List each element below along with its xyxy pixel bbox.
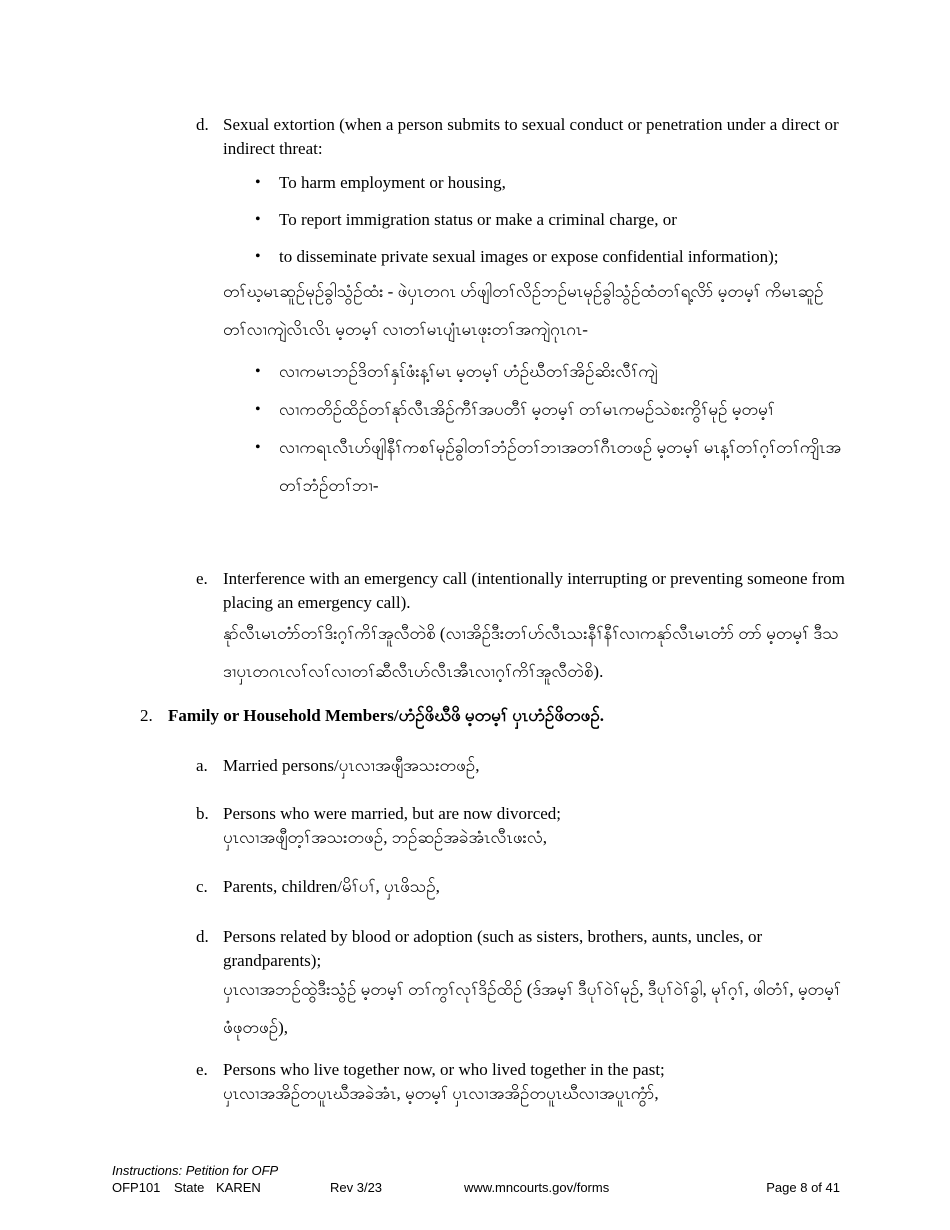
item-divorced [196, 802, 846, 850]
item-letter: a. [196, 756, 208, 775]
section-title: Family or Household Members/ဟံဉ်ဖိဃီဖိ မ့တမ့ၢ် ပှၤဟံဉ်ဖိတဖဉ်. [168, 706, 604, 725]
karen-translation: နုာ်လီၤမၤတံာ်တၢ်ဒိးဂ့ၢ်ကိၢ်အူလီတဲစိ (လၢအိဉ်ဒီးတၢ်ဟ်လီၤသးနီၢ်နီၢ်လၢကနုာ်လီၤမၤတံာ် တာ် မ့တမ့ၢ် ဒီသဒၢပှၤတဂၤလၢ်လၢ်လၢတၢ်ဆီလီၤဟ်လီၤအီၤလၢဂ့ၢ်ကိၢ်အူလီတဲစိ). [223, 624, 839, 681]
item-letter: c. [196, 877, 208, 896]
list-item: • To harm employment or housing, [255, 171, 846, 195]
karen-translation: တၢ်ဃ့မၤဆူဉ်မုဉ်ခွါသွံဉ်ထံး - ဖဲပှၤတဂၤ ဟ်ဖျါတၢ်လိဉ်ဘဉ်မၤမုဉ်ခွါသွံဉ်ထံတၢ်ရ့လိာ် မ့တမ့ၢ် ကိမၤဆူဉ်တၢ်လၢကျဲလိၤလိၤ မ့တမ့ၢ် လၢတၢ်မၤပျံၤမၤဖုးတၢ်အကျဲဂုၤဂၤ- [223, 282, 824, 339]
item-married [196, 754, 846, 778]
list-item: • လၢကရၤလီၤဟ်ဖျါနီၢ်ကစၢ်မုဉ်ခွါတၢ်ဘံဉ်တၢ်ဘၢအတၢ်ဂီၤတဖဉ် မ့တမ့ၢ် မၤန့ၢ်တၢ်ဂ့ၢ်တၢ်ကျိၤအတၢ်ဘံဉ်တၢ်ဘၢ- [255, 429, 846, 505]
footer-page-number: Page 8 of 41 [766, 1180, 840, 1195]
item-text: Persons related by blood or adoption (such as sisters, brothers, aunts, uncles, or grandparents); [223, 927, 763, 970]
item-blood-adoption [196, 925, 846, 1047]
footer-title: Instructions: Petition for OFP [112, 1163, 279, 1178]
karen-translation: ပှၤလၢအဘဉ်ထွဲဒီးသွံဉ် မ့တမ့ၢ် တၢ်ကွၢ်လုၢ်ဒိဉ်ထိဉ် (ဒ်အမ့ၢ် ဒီပုၢ်ဝဲၢ်မုဉ်, ဒီပုၢ်ဝဲၢ်ခွါ, မုၢ်ဂ့ၢ်, ဖါတံၢ်, မ့တမ့ၢ် ဖံဖုတဖဉ်), [223, 980, 841, 1037]
footer-state: State [174, 1180, 205, 1195]
item-letter: d. [196, 115, 209, 134]
section-number: 2. [140, 706, 153, 725]
bullet-list [255, 171, 846, 269]
item-text: Persons who were married, but are now divorced; [223, 804, 562, 823]
list-item: • to disseminate private sexual images or expose confidential information); [255, 245, 846, 269]
item-text: Sexual extortion (when a person submits to sexual conduct or penetration under a direct or indirect threat: [223, 115, 839, 158]
item-letter: e. [196, 569, 208, 588]
item-live-together [196, 1058, 846, 1106]
item-d-sexual-extortion [196, 113, 846, 505]
karen-translation: ပှၤလၢအအိဉ်တပူၤဃီအခဲအံၤ, မ့တမ့ၢ် ပှၤလၢအအိဉ်တပူၤဃီလၢအပူၤကွံာ်, [223, 1084, 659, 1103]
item-e-emergency-call [196, 567, 846, 691]
item-letter: d. [196, 927, 209, 946]
footer-url: www.mncourts.gov/forms [464, 1180, 610, 1195]
section-heading [140, 704, 840, 728]
list-item: • လၢကမၤဘဉ်ဒိတၢ်နှၤ်ဖံးန့ၢ်မၤ မ့တမ့ၢ် ဟံဉ်ဃီတၢ်အိဉ်ဆိးလီၢ်ကျဲ [255, 353, 846, 391]
item-letter: b. [196, 804, 209, 823]
item-text: Persons who live together now, or who lived together in the past; [223, 1060, 665, 1079]
item-text: Interference with an emergency call (intentionally interrupting or preventing someone from placing an emergency call). [223, 569, 845, 612]
list-item: • To report immigration status or make a criminal charge, or [255, 208, 846, 232]
footer-form-number: OFP101 [112, 1180, 161, 1195]
karen-translation: ပှၤလၢအဖျီတ့ၢ်အသးတဖဉ်, ဘဉ်ဆဉ်အခဲအံၤလီၤဖးလံ, [223, 828, 548, 847]
item-text: Married persons/ပှၤလၢအဖျီအသးတဖဉ်, [223, 756, 480, 775]
page-footer [112, 1162, 840, 1196]
item-parents-children [196, 875, 846, 899]
footer-revision: Rev 3/23 [330, 1180, 383, 1195]
item-letter: e. [196, 1060, 208, 1079]
item-text: Parents, children/မိၢ်ပၢ်, ပှၤဖိသဉ်, [223, 877, 440, 896]
karen-bullet-list [255, 353, 846, 505]
list-item: • လၢကတိဉ်ထိဉ်တၢ်နုာ်လီၤအိဉ်ကီၢ်အပတီၢ် မ့တမ့ၢ် တၢ်မၤကမဉ်သဲစးကွိၢ်မုဉ် မ့တမ့ၢ် [255, 391, 846, 429]
footer-language: KAREN [216, 1180, 261, 1195]
